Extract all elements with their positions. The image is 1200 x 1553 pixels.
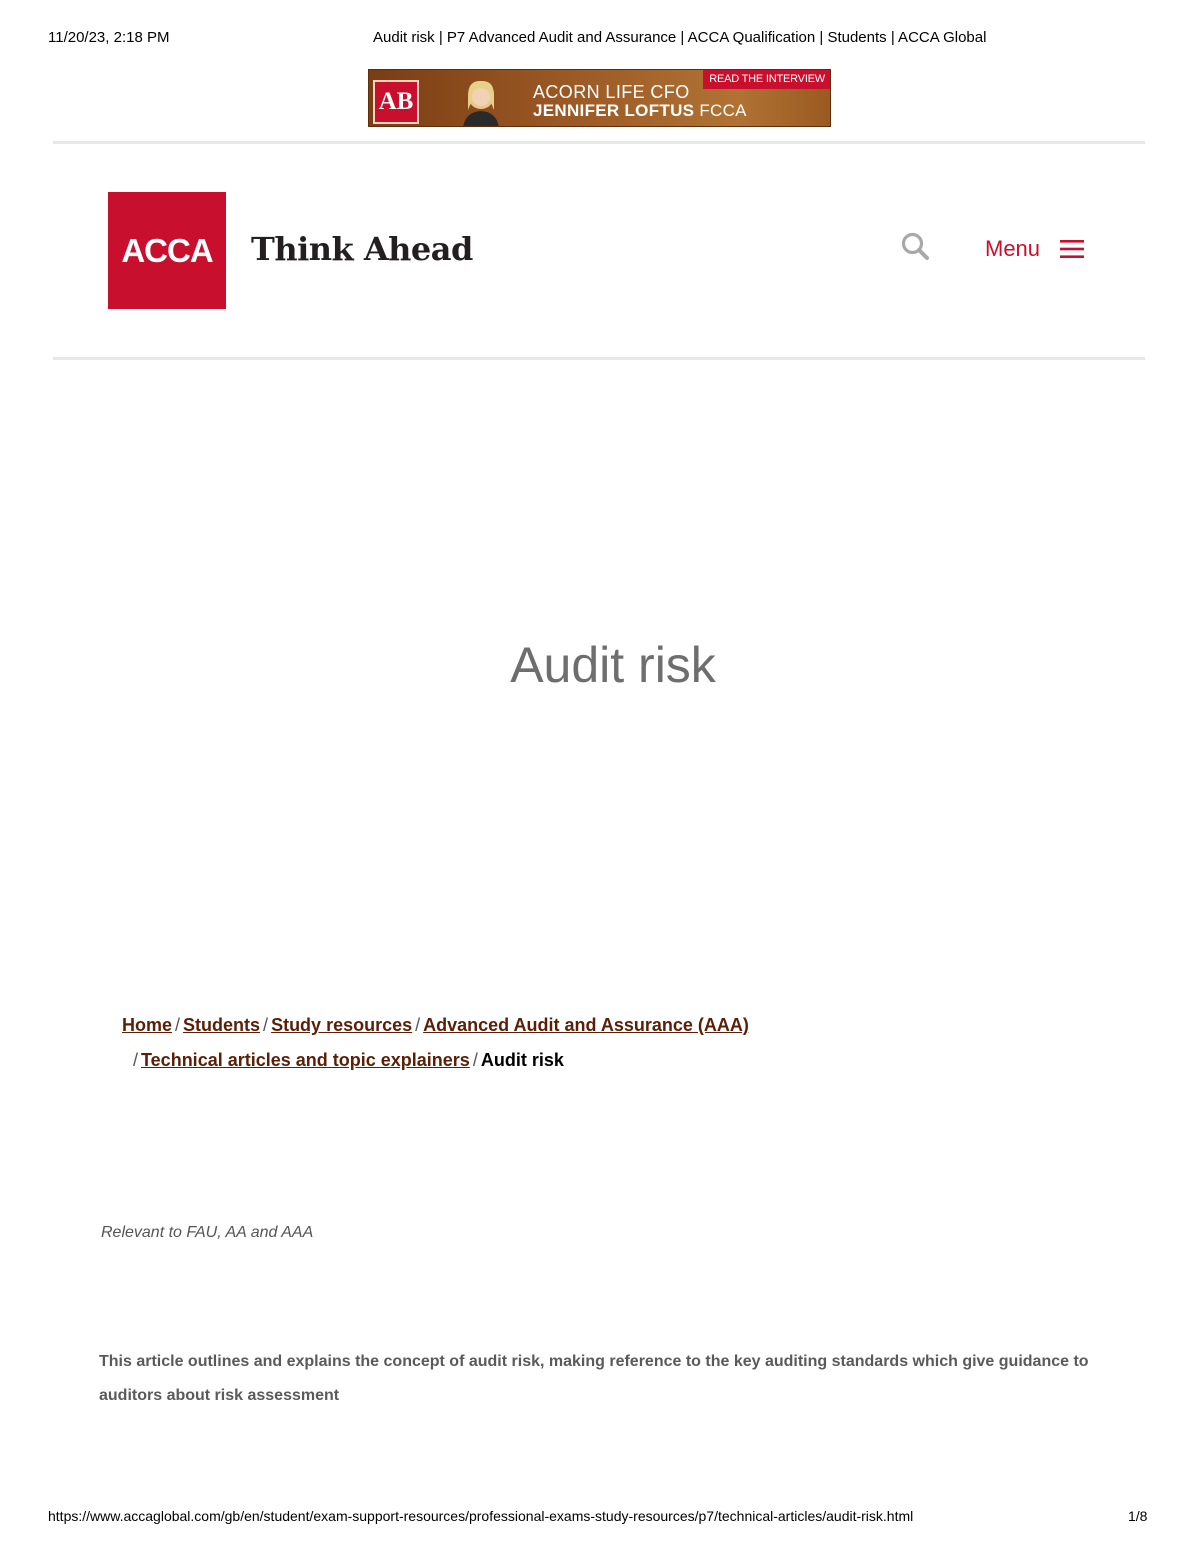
breadcrumb-aaa[interactable]: Advanced Audit and Assurance (AAA): [423, 1015, 749, 1035]
breadcrumb-study-resources[interactable]: Study resources: [271, 1015, 413, 1035]
ad-name-bold: JENNIFER LOFTUS: [533, 101, 695, 120]
hamburger-icon: [1060, 239, 1084, 259]
breadcrumb-separator: /: [133, 1050, 139, 1070]
search-button[interactable]: [900, 231, 930, 261]
divider: [53, 357, 1145, 360]
divider: [53, 141, 1145, 144]
menu-button[interactable]: [985, 234, 1084, 264]
breadcrumb-current: Audit risk: [480, 1050, 564, 1070]
breadcrumb-separator: /: [175, 1015, 181, 1035]
ad-name: [533, 101, 747, 121]
menu-label: Menu: [985, 236, 1041, 261]
ad-name-suffix: FCCA: [694, 101, 747, 120]
search-icon: [900, 231, 930, 261]
print-page-number: 1/8: [1128, 1508, 1148, 1524]
portrait-image: [455, 76, 507, 127]
ad-banner[interactable]: [368, 69, 831, 127]
print-url: https://www.accaglobal.com/gb/en/student/exam-support-resources/professional-exams-study-resources/p7/technical-articles/audit-risk.html: [48, 1508, 914, 1524]
print-page-title: Audit risk | P7 Advanced Audit and Assurance | ACCA Qualification | Students | ACCA Global: [373, 29, 987, 46]
ad-cta-button[interactable]: READ THE INTERVIEW: [703, 70, 830, 89]
breadcrumb-technical-articles[interactable]: Technical articles and topic explainers: [141, 1050, 470, 1070]
ad-logo: AB: [373, 80, 419, 124]
relevance-note: Relevant to FAU, AA and AAA: [101, 1224, 314, 1241]
page-title: Audit risk: [510, 637, 716, 693]
breadcrumb-separator: /: [263, 1015, 269, 1035]
article-intro: This article outlines and explains the concept of audit risk, making reference to the key auditing standards which give guidance to auditors about risk assessment: [99, 1353, 1089, 1404]
acca-logo[interactable]: ACCA: [108, 192, 226, 309]
breadcrumb-separator: /: [415, 1015, 421, 1035]
breadcrumb: [122, 1008, 882, 1078]
print-date: 11/20/23, 2:18 PM: [48, 29, 170, 46]
breadcrumb-students[interactable]: Students: [183, 1015, 261, 1035]
ad-headline: ACORN LIFE CFO: [533, 82, 690, 102]
tagline: Think Ahead: [251, 230, 473, 268]
breadcrumb-separator: /: [472, 1050, 478, 1070]
breadcrumb-line-1: [122, 1008, 882, 1043]
breadcrumb-home[interactable]: Home: [122, 1015, 173, 1035]
breadcrumb-line-2: [122, 1043, 882, 1078]
